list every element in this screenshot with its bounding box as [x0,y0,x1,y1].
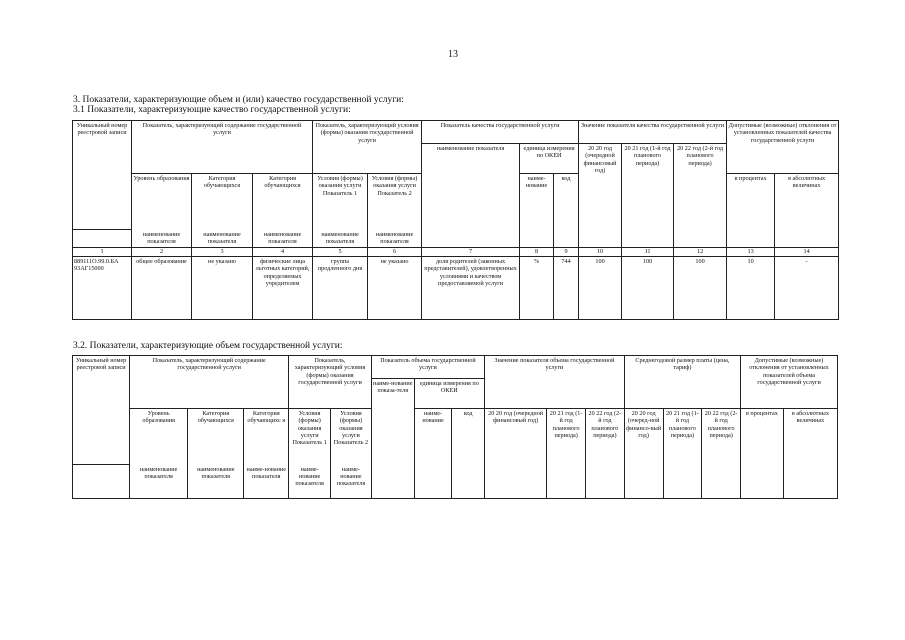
col-num: 4 [253,248,313,257]
deviation-percent: 10 [727,257,775,320]
conditions-indicator-header: Показатель, характеризующий условия (формы) оказания государственной услуги [289,356,372,409]
col-num: 2 [132,248,192,257]
unit-name-header: наиме-нование [414,409,452,499]
col-num: 3 [192,248,253,257]
indicator-name-label: наименование показателя [130,465,188,499]
condition-2-header: Условия (формы) оказания услуги Показатель 2 [331,409,372,465]
unit-okei-header: единица измерения по ОКЕИ [520,144,579,174]
indicator-name-label: наименование показателя [313,230,368,248]
col-num: 10 [579,248,622,257]
indicator-name-label: наименование показателя [368,230,422,248]
fee-2021-header: 20 21 год (1-й год планового периода) [663,409,702,499]
deviation-header: Допустимые (возможные) отклонения от установленных показателей качества государственной услуги [727,121,839,174]
col-num: 8 [520,248,554,257]
content-indicator-header: Показатель, характеризующий содержание государственной услуги [130,356,289,409]
education-level-header: Уровень образования [130,409,188,465]
unit-name-header: наиме-нование [520,174,554,248]
indicator-name-label: наименование показателя [253,230,313,248]
value-2022: 100 [674,257,727,320]
fee-2020-header: 20 20 год (очеред-ной финансо-вый год) [624,409,663,499]
year-2020-header: 20 20 год (очередной финансовый год) [485,409,547,499]
indicator-name-label: наиме-нование показателя [289,465,331,499]
conditions-indicator-header: Показатель, характеризующий условия (формы) оказания государственной услуги [313,121,422,174]
col-num: 11 [622,248,674,257]
education-level-header: Уровень образования [132,174,192,230]
year-2020-header: 20 20 год (очередной финансовый год) [579,144,622,248]
student-category-header-2: Категория обучающихс я [244,409,289,465]
value-2021: 100 [622,257,674,320]
value-2020: 100 [579,257,622,320]
col-num: 1 [73,248,132,257]
table-row [73,257,839,320]
year-2022-header: 20 22 год (2-й год планового периода) [674,144,727,248]
section-3-2-heading: 3.2. Показатели, характеризующие объем государственной услуги: [73,341,343,351]
col-num: 12 [674,248,727,257]
deviation-absolute: - [775,257,839,320]
quality-name-header: наименование показателя [422,144,520,248]
col-num: 7 [422,248,520,257]
condition-2: не указано [368,257,422,320]
col-num: 9 [554,248,579,257]
section-3-1-heading: 3.1 Показатели, характеризующие качество государственной услуги: [73,105,351,115]
student-category-header-2: Категория обучающихся [253,174,313,230]
column-numbers-row [73,248,839,257]
fee-header: Среднегодовой размер платы (цена, тариф) [624,356,740,409]
quality-indicator-header: Показатель качества государственной услуги [422,121,579,144]
unique-registry-header: Уникальный номер реестровой записи [73,356,130,465]
student-category-header: Категория обучающихся [188,409,244,465]
condition-2-header: Условия (формы) оказания услуги Показатель 2 [368,174,422,230]
volume-value-header: Значение показателя объема государственной услуги [485,356,625,409]
quality-value-header: Значение показателя качества государственной услуги [579,121,727,144]
student-category-2: физические лица льготных категорий, определяемых учредителем [253,257,313,320]
indicator-name-label: наименование показателя [192,230,253,248]
deviation-absolute-header: в абсолютных величинах [783,409,837,499]
col-num: 5 [313,248,368,257]
year-2022-header: 20 22 год (2-й год планового периода) [586,409,625,499]
content-indicator-header: Показатель, характеризующий содержание государственной услуги [132,121,313,174]
registry-number: 889111О.99.0.БА 93АГ15000 [73,257,132,320]
education-level: общее образование [132,257,192,320]
unit-okei-header: единица измерения по ОКЕИ [414,379,484,409]
student-category-header: Категория обучающихся [192,174,253,230]
deviation-percent-header: в процентах [741,409,784,499]
unit-code: 744 [554,257,579,320]
indicator-name-label: наиме-нование показателя [244,465,289,499]
quality-indicator-name: доля родителей (законных представителей), удовлетворенных условиями и качеством предоставляемой услуги [422,257,520,320]
col-num: 6 [368,248,422,257]
col-num: 13 [727,248,775,257]
fee-2022-header: 20 22 год (2-й год планового периода) [702,409,741,499]
unit-name: % [520,257,554,320]
col-num: 14 [775,248,839,257]
unit-code-header: код [554,174,579,248]
indicator-name-label: наименование показателя [132,230,192,248]
condition-1: группа продленного дня [313,257,368,320]
indicator-name-label: наиме-нование показателя [331,465,372,499]
deviation-percent-header: в процентах [727,174,775,248]
unique-registry-header: Уникальный номер реестровой записи [73,121,132,230]
unit-code-header: код [452,409,485,499]
volume-indicator-header: Показатель объема государственной услуги [371,356,484,379]
indicator-name-label: наименование показателя [188,465,244,499]
deviation-absolute-header: в абсолютных величинах [775,174,839,248]
condition-1-header: Условия (формы) оказания услуги Показатель 1 [313,174,368,230]
year-2021-header: 20 21 год (1-й год планового периода) [622,144,674,248]
volume-indicators-table [72,355,838,499]
year-2021-header: 20 21 год (1-й год планового периода) [547,409,586,499]
deviation-header: Допустимые (возможные) отклонения от установленных показателей объема государственной услуги [741,356,838,409]
section-3-heading: 3. Показатели, характеризующие объем и (или) качество государственной услуги: [73,95,404,105]
volume-name-header: наиме-нование показа-теля [371,379,414,499]
page-number: 13 [448,49,458,60]
student-category: не указано [192,257,253,320]
quality-indicators-table [72,120,839,320]
condition-1-header: Условия (формы) оказания услуги Показатель 1 [289,409,331,465]
